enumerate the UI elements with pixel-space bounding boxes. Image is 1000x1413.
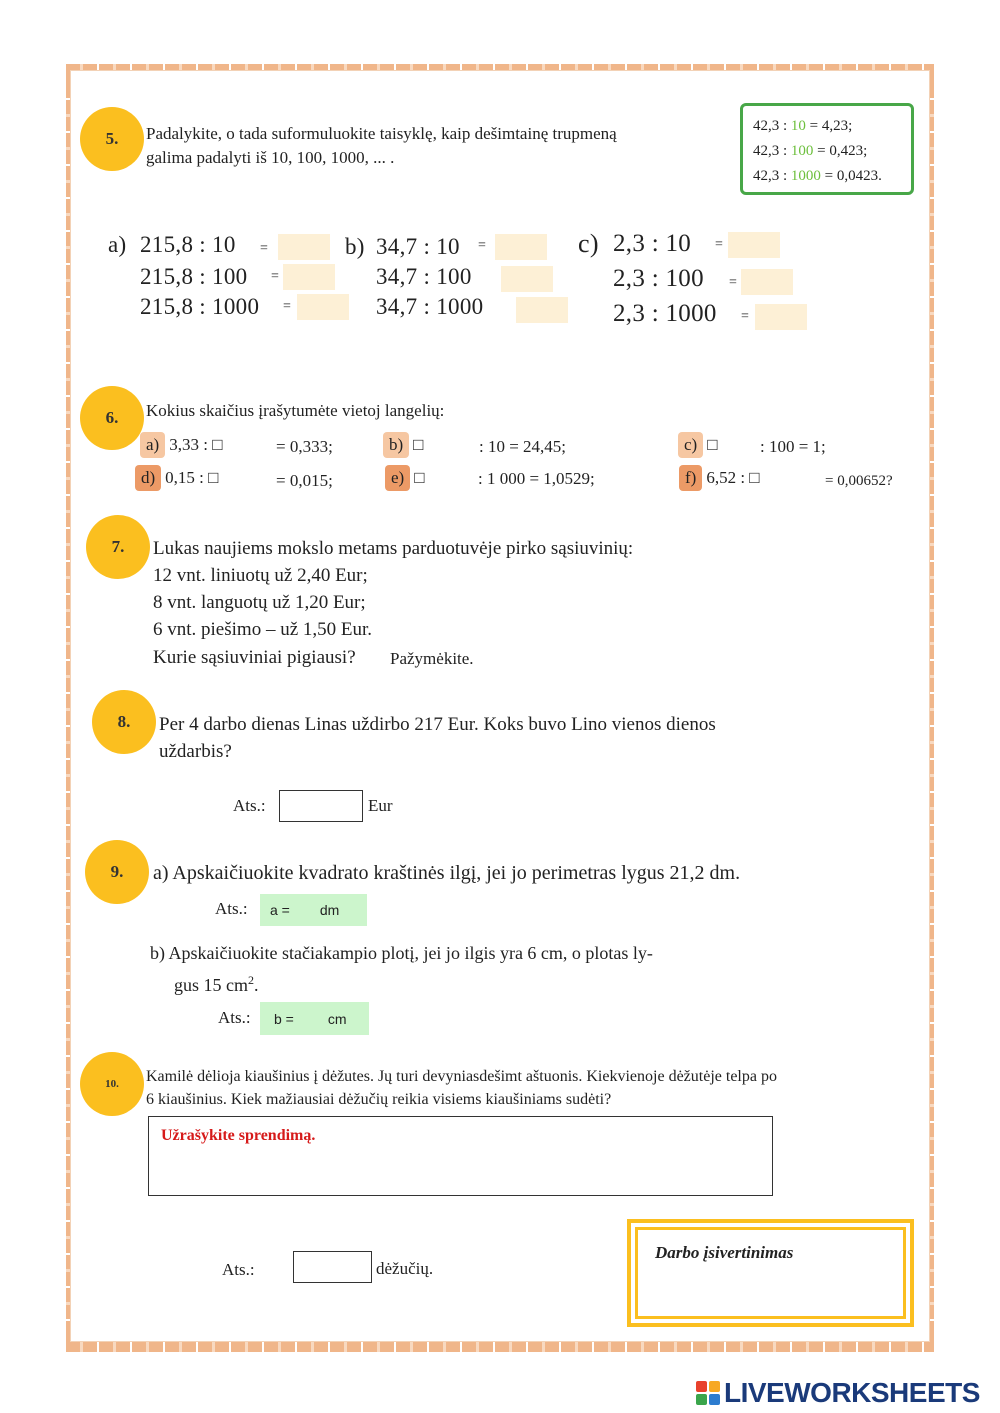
rule-line: 42,3 : 10 = 4,23; (753, 118, 853, 134)
question-number: 9. (110, 862, 124, 881)
q10-line2: 6 kiaušinius. Kiek mažiausiai dėžučių reikia visiems kiaušiniams sudėti? (146, 1091, 612, 1108)
q10-solution-box[interactable] (148, 1116, 773, 1196)
question-number: 8. (117, 712, 131, 731)
liveworksheets-logo (696, 1378, 980, 1408)
q6-item-a-right: = 0,333; (276, 437, 333, 456)
q5-c2: 2,3 : 100 (613, 265, 704, 292)
q5-c3-answer-field[interactable] (755, 304, 807, 330)
q9-a-answer-field[interactable] (260, 894, 367, 926)
q5-a2: 215,8 : 100 (140, 264, 248, 289)
q5-a3: 215,8 : 1000 (140, 294, 260, 319)
q5-a1-answer-field[interactable] (278, 234, 330, 260)
q6-prompt: Kokius skaičius įrašytumėte vietoj langelių: (146, 401, 445, 420)
q6-item-e: e) □ (385, 465, 425, 491)
q5-c1-answer-field[interactable] (728, 232, 780, 258)
q5-b1: 34,7 : 10 (376, 234, 460, 259)
q7-line3: 8 vnt. languotų už 1,20 Eur; (153, 592, 366, 613)
question-7-badge (86, 515, 150, 579)
rule-line: 42,3 : 100 = 0,423; (753, 143, 868, 159)
equals-sign: = (283, 299, 291, 314)
q6-item-a: a) 3,33 : □ (140, 432, 222, 458)
equals-sign: = (741, 309, 749, 324)
variable-label: a = (270, 902, 290, 918)
rule-line: 42,3 : 1000 = 0,0423. (753, 168, 882, 184)
self-evaluation-box[interactable] (627, 1219, 914, 1327)
q5-a-label: a) (108, 232, 127, 257)
q5-b2: 34,7 : 100 (376, 264, 472, 289)
q10-unit: dėžučių. (376, 1259, 434, 1278)
q10-answer-label: Ats.: (222, 1260, 255, 1279)
q5-b3-answer-field[interactable] (516, 297, 568, 323)
q9-b-answer-label: Ats.: (218, 1008, 251, 1027)
q5-a1: 215,8 : 10 (140, 232, 236, 257)
solution-label: Užrašykite sprendimą. (161, 1127, 316, 1144)
q6-item-c-right: : 100 = 1; (760, 437, 826, 456)
q5-a2-answer-field[interactable] (283, 264, 335, 290)
q9-b-line1: b) Apskaičiuokite stačiakampio plotį, jei jo ilgis yra 6 cm, o plotas ly- (150, 943, 653, 963)
q10-line1: Kamilė dėlioja kiaušinius į dėžutes. Jų turi devyniasdešimt aštuonis. Kiekvienoje dėžutėje telpa po (146, 1068, 777, 1085)
variable-label: b = (274, 1010, 294, 1027)
unit-label: dm (319, 902, 340, 918)
q8-line1: Per 4 darbo dienas Linas uždirbo 217 Eur. Koks buvo Lino vienos dienos (159, 714, 716, 735)
unit-label: cm (327, 1010, 347, 1027)
q5-prompt-line1: Padalykite, o tada suformuluokite taisyklę, kaip dešimtainę trupmeną (146, 124, 617, 143)
question-number: 6. (105, 408, 119, 427)
q9-a-answer-label: Ats.: (215, 899, 248, 918)
equals-sign: = (715, 237, 723, 252)
q7-line4: 6 vnt. piešimo – už 1,50 Eur. (153, 619, 373, 640)
question-8-badge (92, 690, 156, 754)
logo-text: LIVEWORKSHEETS (724, 1377, 980, 1408)
equals-sign: = (729, 275, 737, 290)
q5-b3: 34,7 : 1000 (376, 294, 484, 319)
q9-b-line2: gus 15 $cm^2$. (174, 973, 259, 995)
q5-prompt-line2: galima padalyti iš 10, 100, 1000, ... . (146, 148, 395, 167)
q5-c1: 2,3 : 10 (613, 230, 692, 257)
question-9-badge (85, 840, 149, 904)
question-10-badge (80, 1052, 144, 1116)
q5-b1-answer-field[interactable] (495, 234, 547, 260)
q6-item-e-right: : 1 000 = 1,0529; (478, 469, 595, 488)
division-rule-box (740, 103, 914, 195)
equals-sign: = (271, 269, 279, 284)
q8-line2: uždarbis? (159, 741, 232, 762)
q7-line1: Lukas naujiems mokslo metams parduotuvėje pirko sąsiuvinių: (153, 538, 634, 559)
q6-item-f: f) 6,52 : □ (679, 465, 760, 491)
q8-unit: Eur (368, 796, 393, 815)
equals-sign: = (260, 241, 268, 256)
question-number: 7. (111, 537, 125, 556)
q5-a3-answer-field[interactable] (297, 294, 349, 320)
q10-answer-field[interactable] (293, 1251, 372, 1283)
self-evaluation-label: Darbo įsivertinimas (655, 1243, 794, 1262)
question-number: 5. (105, 129, 119, 148)
q6-item-c: c) □ (678, 432, 718, 458)
q8-answer-field[interactable] (279, 790, 363, 822)
q6-item-d-right: = 0,015; (276, 471, 333, 490)
question-6-badge (80, 386, 144, 450)
q5-b2-answer-field[interactable] (501, 266, 553, 292)
q6-item-b-right: : 10 = 24,45; (479, 437, 567, 456)
logo-icon (696, 1381, 720, 1405)
q7-question: Kurie sąsiuviniai pigiausi? (153, 647, 356, 668)
q6-item-d: d) 0,15 : □ (135, 465, 218, 491)
q5-c3: 2,3 : 1000 (613, 300, 717, 327)
q5-b-label: b) (345, 234, 365, 259)
q6-item-b: b) □ (383, 432, 423, 458)
q9-a-text: a) Apskaičiuokite kvadrato kraštinės ilgį, jei jo perimetras lygus 21,2 dm. (153, 862, 741, 884)
question-5-badge (80, 107, 144, 171)
q7-instruction: Pažymėkite. (390, 649, 474, 668)
q8-answer-label: Ats.: (233, 796, 266, 815)
q7-line2: 12 vnt. liniuotų už 2,40 Eur; (153, 565, 368, 586)
q5-c2-answer-field[interactable] (741, 269, 793, 295)
q5-c-label: c) (578, 229, 599, 258)
question-number: 10. (105, 1078, 119, 1090)
equals-sign: = (478, 238, 486, 253)
q9-b-answer-field[interactable] (260, 1002, 369, 1035)
q6-item-f-right: = 0,00652? (825, 473, 893, 489)
